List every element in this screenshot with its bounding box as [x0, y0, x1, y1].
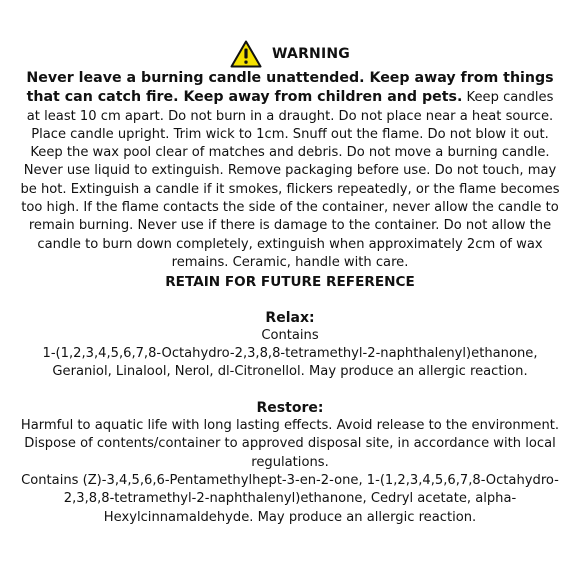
- retain-notice: RETAIN FOR FUTURE REFERENCE: [165, 274, 415, 291]
- warning-title: WARNING: [272, 45, 350, 62]
- relax-title: Relax:: [265, 309, 315, 326]
- warning-body-text: Keep candles at least 10 cm apart. Do not burn in a draught. Do not place near a heat source. Place candle upright. Trim wick to 1cm. Snuff out the flame. Do not blow it out. Keep the wax pool clear of matches and debris. Do not move a burning candle. Never use liquid to extinguish. Remove packaging before use. Do not touch, may be hot. Extinguish a candle if it smokes, flickers repeatedly, or the flame becomes too high. If the flame contacts the side of the container, never allow the candle to remain burning. Never use if there is damage to the container. Do not allow the candle to burn down completely, extinguish when approximately 2cm of wax remains. Ceramic, handle with care.: [20, 90, 560, 270]
- relax-ingredients: 1-(1,2,3,4,5,6,7,8-Octahydro-2,3,8,8-tetramethyl-2-naphthalenyl)ethanone, Geraniol, Linalool, Nerol, dl-Citronellol. May produce an allergic reaction.: [42, 346, 538, 380]
- restore-hazard-text: Harmful to aquatic life with long lasting effects. Avoid release to the environment. Dispose of contents/container to approved disposal site, in accordance with local regulations.: [20, 418, 560, 470]
- warning-triangle-icon: [230, 40, 262, 68]
- warning-paragraph: [18, 69, 562, 272]
- relax-contains-label: Contains: [261, 327, 319, 343]
- restore-ingredients: Contains (Z)-3,4,5,6,6-Pentamethylhept-3-en-2-one, 1-(1,2,3,4,5,6,7,8-Octahydro-2,3,8,8-tetramethyl-2-naphthalenyl)ethanone, Cedryl acetate, alpha-Hexylcinnamaldehyde. May produce an allergic reaction.: [21, 472, 559, 525]
- warning-header: [18, 40, 562, 68]
- restore-title: Restore:: [256, 399, 324, 416]
- warning-bold-text: Never leave a burning candle unattended. Keep away from things that can catch fire. Keep away from children and pets.: [26, 70, 554, 106]
